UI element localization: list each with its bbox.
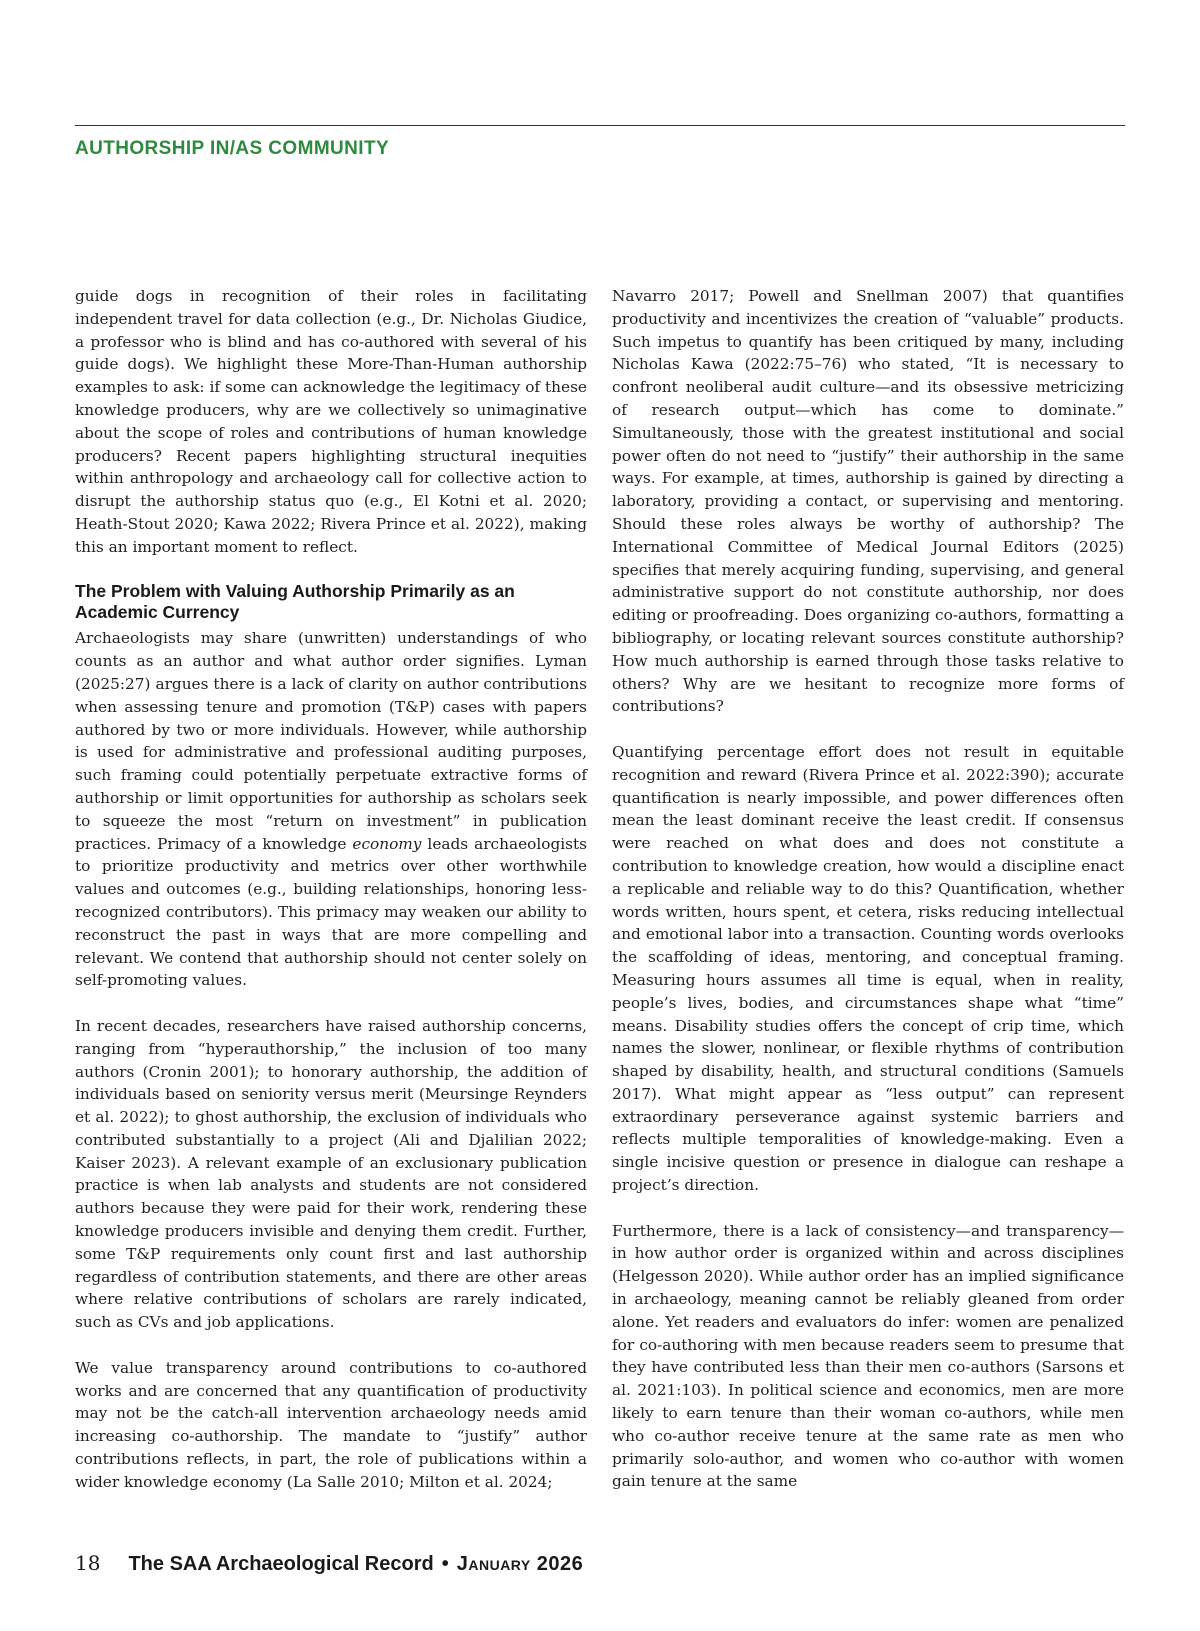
page-number: 18 <box>75 1551 101 1575</box>
section-subheading: The Problem with Valuing Authorship Primarily as an Academic Currency <box>75 581 515 623</box>
right-paragraph-3: Furthermore, there is a lack of consistency—and transparency—in how author order is organized within and across disciplines (Helgesson 2020). While author order has an implied significance in archaeology, meaning cannot be reliably gleaned from order alone. Yet readers and evaluators do infer: women are penalized for co-authoring with men because readers seem to presume that they have contributed less than their men co-authors (Sarsons et al. 2021:103). In political science and economics, men are more likely to earn tenure than their woman co-authors, while men who co-author receive tenure at the same rate as men who primarily solo-author, and women who co-author with women gain tenure at the same <box>612 1221 1124 1491</box>
publication-title: The SAA Archaeological Record <box>128 1553 434 1575</box>
page-footer <box>75 1551 583 1576</box>
left-paragraph-2 <box>75 627 587 992</box>
issue-date: January 2026 <box>456 1553 584 1575</box>
left-column <box>75 285 587 1516</box>
left-paragraph-3: In recent decades, researchers have raised authorship concerns, ranging from “hyperauthorship,” the inclusion of too many authors (Cronin 2001); to honorary authorship, the addition of individuals based on seniority versus merit (Meursinge Reynders et al. 2022); to ghost authorship, the exclusion of individuals who contributed substantially to a project (Ali and Djalilian 2022; Kaiser 2023). A relevant example of an exclusionary publication practice is when lab analysts and students are not considered authors because they were paid for their work, rendering these knowledge producers invisible and denying them credit. Further, some T&P requirements only count first and last authorship regardless of contribution statements, and there are other areas where relative contributions of scholars are rarely indicated, such as CVs and job applications. <box>75 1016 587 1332</box>
right-paragraph-2: Quantifying percentage effort does not result in equitable recognition and reward (Rivera Prince et al. 2022:390); accurate quantification is nearly impossible, and power differences often mean the least dominant receive the least credit. If consensus were reached on what does and does not constitute a contribution to knowledge creation, how would a discipline enact a replicable and reliable way to do this? Quantification, whether words written, hours spent, et cetera, risks reducing intellectual and emotional labor into a transaction. Counting words overlooks the scaffolding of ideas, mentoring, and conceptual framing. Measuring hours assumes all time is equal, when in reality, people’s lives, bodies, and circumstances shape what “time” means. Disability studies offers the concept of crip time, which names the slower, nonlinear, or flexible rhythms of contribution shaped by disability, health, and structural conditions (Samuels 2017). What might appear as “less output” can represent extraordinary perseverance against systemic barriers and reflects multiple temporalities of knowledge-making. Even a single incisive question or presence in dialogue can reshape a project’s direction. <box>612 742 1124 1195</box>
header-rule <box>75 125 1125 126</box>
section-header: AUTHORSHIP IN/AS COMMUNITY <box>75 138 390 159</box>
emphasis-economy: economy <box>352 834 422 853</box>
right-paragraph-1: Navarro 2017; Powell and Snellman 2007) that quantifies productivity and incentivizes the creation of “valuable” products. Such impetus to quantify has been critiqued by many, including Nicholas Kawa (2022:75–76) who stated, “It is necessary to confront neoliberal audit culture—and its obsessive metricizing of research output—which has come to dominate.” Simultaneously, those with the greatest institutional and social power often do not need to “justify” their authorship in the same ways. For example, at times, authorship is gained by directing a laboratory, providing a contact, or supervising and mentoring. Should these roles always be worthy of authorship? The International Committee of Medical Journal Editors (2025) specifies that merely acquiring funding, supervising, and general administrative support do not constitute authorship, nor does editing or proofreading. Does organizing co-authors, formatting a bibliography, or locating relevant sources constitute authorship? How much authorship is earned through those tasks relative to others? Why are we hesitant to recognize more forms of contributions? <box>612 287 1124 716</box>
left-paragraph-2-part-1: Archaeologists may share (unwritten) understandings of who counts as an author and what author order signifies. Lyman (2025:27) argues there is a lack of clarity on author contributions when assessing tenure and promotion (T&P) cases with papers authored by two or more individuals. However, while authorship is used for administrative and professional auditing purposes, such framing could potentially perpetuate extractive forms of authorship or limit opportunities for authorship as scholars seek to squeeze the most “return on investment” in publication practices. Primacy of a knowledge <box>75 629 587 853</box>
left-paragraph-1: guide dogs in recognition of their roles in facilitating independent travel for data collection (e.g., Dr. Nicholas Giudice, a professor who is blind and has co-authored with several of his guide dogs). We highlight these More-Than-Human authorship examples to ask: if some can acknowledge the legitimacy of these knowledge producers, why are we collectively so unimaginative about the scope of roles and contributions of human knowledge producers? Recent papers highlighting structural inequities within anthropology and archaeology call for collective action to disrupt the authorship status quo (e.g., El Kotni et al. 2020; Heath-Stout 2020; Kawa 2022; Rivera Prince et al. 2022), making this an important moment to reflect. <box>75 287 587 556</box>
footer-separator: • <box>441 1553 449 1575</box>
right-column <box>612 285 1124 1516</box>
left-paragraph-2-part-2: leads archaeologists to prioritize productivity and metrics over other worthwhile values and outcomes (e.g., building relationships, honoring less-recognized contributors). This primacy may weaken our ability to reconstruct the past in ways that are more compelling and relevant. We contend that authorship should not center solely on self-promoting values. <box>75 834 587 990</box>
left-paragraph-4: We value transparency around contributions to co-authored works and are concerned that any quantification of productivity may not be the catch-all intervention archaeology needs amid increasing co-authorship. The mandate to “justify” author contributions reflects, in part, the role of publications within a wider knowledge economy (La Salle 2010; Milton et al. 2024; <box>75 1358 587 1491</box>
